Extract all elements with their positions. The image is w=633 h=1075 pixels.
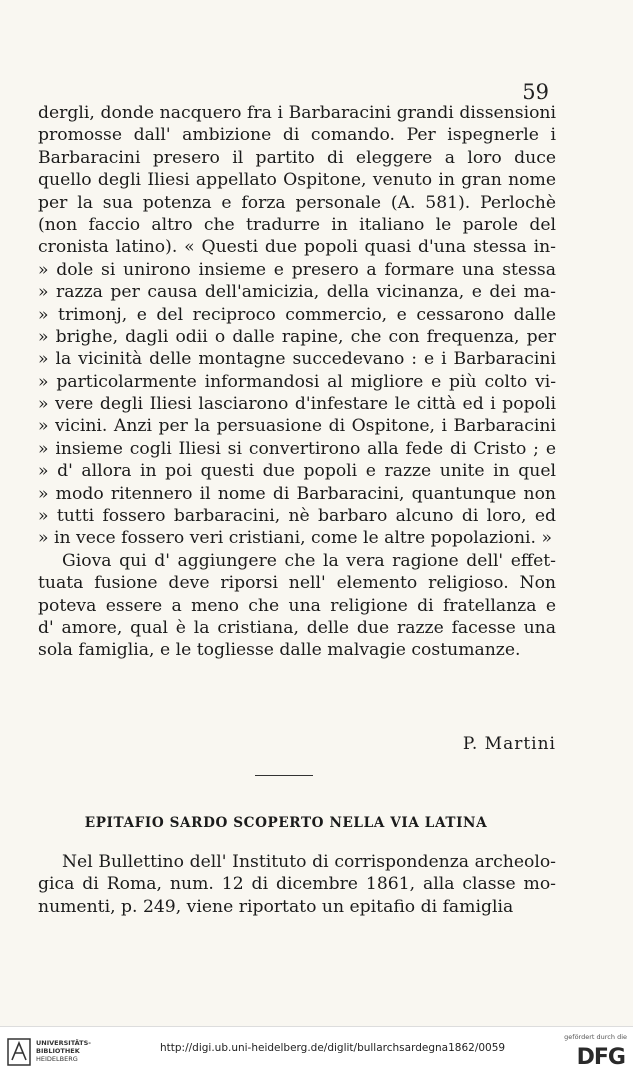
section-divider (255, 775, 313, 776)
text-line: sola famiglia, e le togliesse dalle malvagie costumanze. (38, 640, 521, 661)
text-line: » in vece fossero veri cristiani, come le altre popolazioni. » (38, 528, 552, 549)
text-line: (non faccio altro che tradurre in italiano le parole del (38, 214, 556, 235)
section-text (38, 851, 556, 918)
text-line: » vicini. Anzi per la persuasione di Ospitone, i Barbaracini (38, 416, 556, 437)
text-line: » insieme cogli Iliesi si convertirono alla fede di Cristo ; e (38, 438, 556, 459)
text-line: » tutti fossero barbaracini, nè barbaro alcuno di loro, ed (38, 506, 556, 527)
page-number: 59 (522, 80, 549, 104)
paragraph-1 (38, 102, 556, 550)
text-line: Giova qui d' aggiungere che la vera ragione dell' effet- (62, 550, 556, 571)
permalink-url[interactable]: http://digi.ub.uni-heidelberg.de/diglit/bullarchsardegna1862/0059 (160, 1042, 506, 1054)
text-line: promosse dall' ambizione di comando. Per ispegnerle i (38, 125, 556, 146)
text-line: » brighe, dagli odii o dalle rapine, che con frequenza, per (38, 326, 556, 347)
university-library-logo-icon[interactable] (7, 1038, 31, 1066)
viewer-footer (0, 1026, 633, 1075)
text-line: » la vicinità delle montagne succedevano : e i Barbaracini (38, 349, 556, 370)
text-line: cronista latino). « Questi due popoli quasi d'una stessa in- (38, 237, 556, 258)
text-line: quello degli Iliesi appellato Ospitone, venuto in gran nome (38, 170, 556, 191)
main-text (38, 102, 556, 662)
paragraph-2 (38, 550, 556, 662)
text-line: » modo ritennero il nome di Barbaracini, quantunque non (38, 483, 556, 504)
text-line: per la sua potenza e forza personale (A. 581). Perlochè (38, 192, 556, 213)
dfg-logo[interactable]: DFG (576, 1045, 625, 1070)
text-line: dergli, donde nacquero fra i Barbaracini grandi dissensioni (38, 103, 556, 123)
text-line: Barbaracini presero il partito di eleggere a loro duce (38, 147, 556, 168)
text-line: tuata fusione deve riporsi nell' elemento religioso. Non (38, 573, 556, 594)
text-line: » d' allora in poi questi due popoli e razze unite in quel (38, 461, 556, 482)
text-line: poteva essere a meno che una religione di fratellanza e (38, 595, 556, 616)
text-line: Nel Bullettino dell' Instituto di corrispondenza archeolo- (62, 852, 556, 872)
text-line: gica di Roma, num. 12 di dicembre 1861, alla classe mo- (38, 874, 556, 895)
text-line: » particolarmente informandosi al migliore e più colto vi- (38, 371, 556, 392)
author-signature: P. Martini (462, 734, 556, 754)
paragraph-3 (38, 851, 556, 918)
text-line: » vere degli Iliesi lasciarono d'infestare le città ed i popoli (38, 394, 556, 415)
text-line: d' amore, qual è la cristiana, delle due razze facesse una (38, 617, 556, 638)
text-line: numenti, p. 249, viene riportato un epitafio di famiglia (38, 896, 514, 917)
funding-label: gefördert durch die (564, 1033, 627, 1041)
text-line: » razza per causa dell'amicizia, della vicinanza, e dei ma- (38, 282, 556, 303)
text-line: » trimonj, e del reciproco commercio, e cessarono dalle (38, 304, 556, 325)
section-heading: EPITAFIO SARDO SCOPERTO NELLA VIA LATINA (84, 815, 488, 831)
library-name[interactable]: UNIVERSITÄTS- BIBLIOTHEK HEIDELBERG (36, 1039, 91, 1063)
text-line: » dole si unirono insieme e presero a formare una stessa (38, 259, 556, 280)
